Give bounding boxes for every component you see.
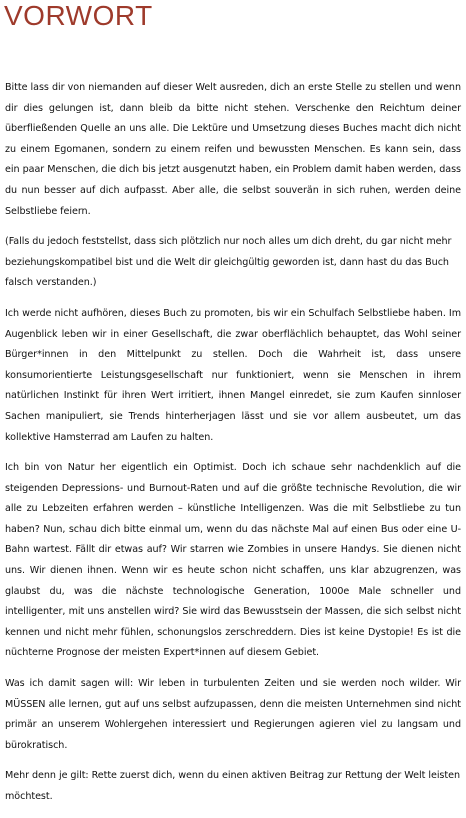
chapter-title: VORWORT (4, 0, 153, 31)
paragraph-3: Ich werde nicht aufhören, dieses Buch zu promoten, bis wir ein Schulfach Selbstliebe haben. Im Augenblick leben wir in einer Gesellschaft, die zwar oberflächlich behauptet, das Wohl seiner Bürger*innen in den Mittelpunkt zu stellen. Doch die Wahrheit ist, dass unsere konsumorientierte Leistungsgesellschaft nur funktioniert, wenn sie Menschen in ihrem natürlichen Instinkt für ihren Wert irritiert, ihnen Mangel einredet, sie zum Kaufen sinnloser Sachen manipuliert, sie Trends hinterherjagen lässt und sie vor allem ausbeutet, um das kollektive Hamsterrad am Laufen zu halten. (5, 307, 461, 443)
document-body (5, 78, 461, 818)
paragraph-4: Ich bin von Natur her eigentlich ein Optimist. Doch ich schaue sehr nachdenklich auf die steigenden Depressions- und Burnout-Raten und auf die größte technische Revolution, die wir alle zu Lebzeiten erfahren werden – künstliche Intelligenzen. Was die mit Selbstliebe zu tun haben? Nun, schau dich bitte einmal um, wenn du das nächste Mal auf einen Bus oder eine U-Bahn wartest. Fällt dir etwas auf? Wir starren wie Zombies in unsere Handys. Sie dienen nicht uns. Wir dienen ihnen. Wenn wir es heute schon nicht schaffen, uns klar abzugrenzen, was glaubst du, was die nächste technologische Generation, 1000e Male schneller und intelligenter, mit uns anstellen wird? Sie wird das Bewusstsein der Massen, die sich selbst nicht kennen und nicht mehr fühlen, schonungslos zerschreddern. Dies ist keine Dystopie! Es ist die nüchterne Prognose der meisten Expert*innen auf diesem Gebiet. (5, 462, 461, 659)
paragraph-1: Bitte lass dir von niemanden auf dieser Welt ausreden, dich an erste Stelle zu stellen und wenn dir dies gelungen ist, dann bleib da bitte nicht stehen. Verschenke den Reichtum deiner überfließenden Quelle an uns alle. Die Lektüre und Umsetzung dieses Buches macht dich nicht zu einem Egomanen, sondern zu einem reifen und bewussten Menschen. Es kann sein, dass ein paar Menschen, die dich bis jetzt ausgenutzt haben, ein Problem damit haben werden, dass du nun besser auf dich aufpasst. Aber alle, die selbst souverän in sich ruhen, werden deine Selbstliebe feiern. (5, 82, 461, 217)
paragraph-5: Was ich damit sagen will: Wir leben in turbulenten Zeiten und sie werden noch wilder. Wir MÜSSEN alle lernen, gut auf uns selbst aufzupassen, denn die meisten Unternehmen sind nicht primär an unserem Wohlergehen interessiert und Regierungen agieren viel zu langsam und bürokratisch. (5, 678, 461, 751)
paragraph-2: (Falls du jedoch feststellst, dass sich plötzlich nur noch alles um dich dreht, du gar nicht mehr beziehungskompatibel bist und die Welt dir gleichgültig geworden ist, dann hast du das Buch falsch verstanden.) (5, 236, 452, 289)
paragraph-6: Mehr denn je gilt: Rette zuerst dich, wenn du einen aktiven Beitrag zur Rettung der Welt leisten möchtest. (5, 770, 460, 802)
